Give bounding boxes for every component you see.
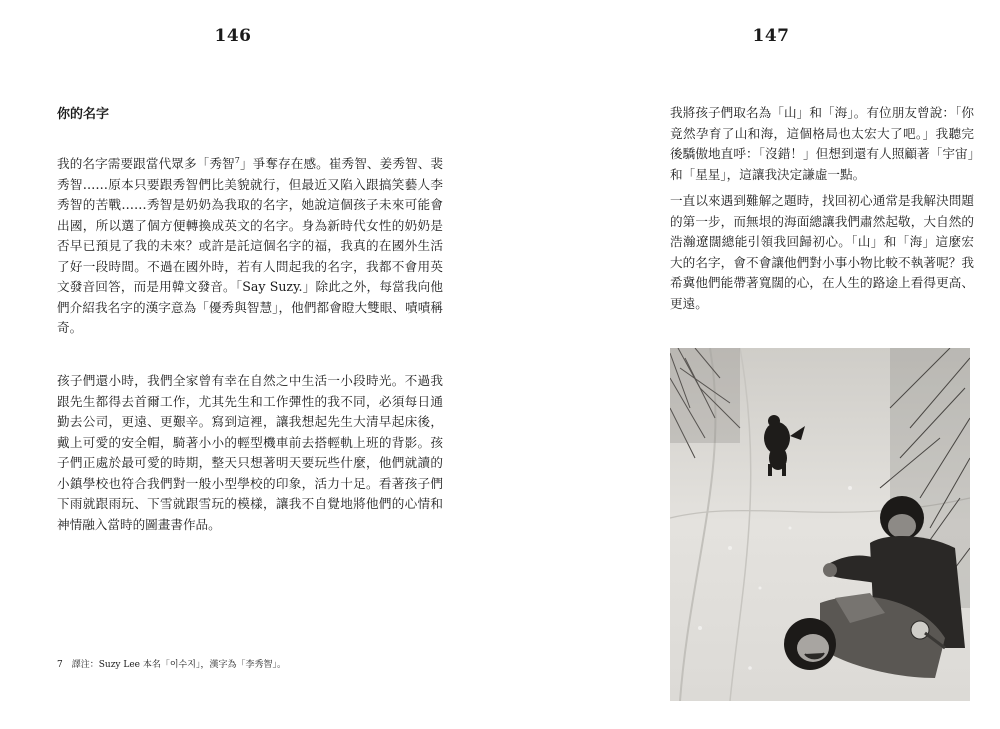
- left-paragraph-1: [57, 154, 443, 339]
- snow-photo-illustration: [670, 348, 970, 701]
- right-paragraph-1: 我將孩子們取名為「山」和「海」。有位朋友曾說：「你竟然孕育了山和海，這個格局也太宏大了吧。」我聽完後驕傲地直呼：「沒錯！」但想到還有人照顧著「宇宙」和「星星」，這讓我決定謙虛一點。: [670, 105, 974, 182]
- paragraph-text-before-note: 我的名字需要跟當代眾多「秀智: [57, 156, 235, 171]
- left-paragraph-2: 孩子們還小時，我們全家曾有幸在自然之中生活一小段時光。不過我跟先生都得去首爾工作，尤其先生和工作彈性的我不同，必須每日通勤去公司，更遠、更艱辛。寫到這裡，讓我想起先生大清早起床後，戴上可愛的安全帽，騎著小小的輕型機車前去搭輕軌上班的背影。孩子們正處於最可愛的時期，整天只想著明天要玩些什麼，他們就讀的小鎮學校也符合我們對一般小型學校的印象，活力十足。看著孩子們下雨就跟雨玩、下雪就跟雪玩的模樣，讓我不自覺地將他們的心情和神情融入當時的圖畫書作品。: [57, 373, 443, 532]
- footnote-marker[interactable]: 7: [234, 155, 240, 165]
- paragraph-text-after-note: 」爭奪存在感。崔秀智、姜秀智、裴秀智……原本只要跟秀智們比美貌就行，但最近又陷入跟搞笑藝人李秀智的苦戰……秀智是奶奶為我取的名字，她說這個孩子未來可能會出國，所以選了個方便轉換成英文的名字。身為新時代女性的奶奶是否早已預見了我的未來？或許是託這個名字的福，我真的在國外生活了好一段時間。不過在國外時，若有人問起我的名字，我都不會用英文發音回答，而是用韓文發音。「Say Suzy.」除此之外，每當我向他們介紹我名字的漢字意為「優秀與智慧」，他們都會瞪大雙眼、嘖嘖稱奇。: [57, 156, 444, 335]
- snow-play-photo: [670, 348, 970, 701]
- footnote: 7 譯注：Suzy Lee 本名「이수지」，漢字為「李秀智」。: [57, 660, 286, 670]
- section-heading: 你的名字: [57, 107, 110, 122]
- right-paragraph-2: 一直以來遇到難解之題時，找回初心通常是我解決問題的第一步，而無垠的海面總讓我們肅然起敬，大自然的浩瀚遼闊總能引領我回歸初心。「山」和「海」這麼宏大的名字，會不會讓他們對小事小物比較不執著呢？我希冀他們能帶著寬闊的心，在人生的路途上看得更高、更遠。: [670, 193, 974, 311]
- page-number-left: 146: [214, 26, 252, 46]
- right-page: [500, 0, 1000, 729]
- page-number-right: 147: [752, 26, 790, 46]
